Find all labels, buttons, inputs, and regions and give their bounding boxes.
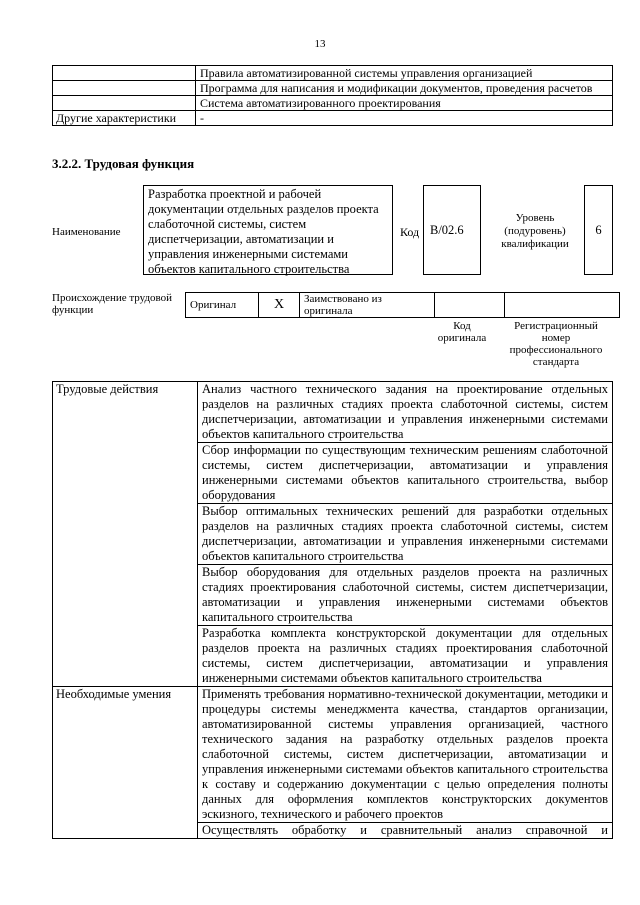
labor-action-item: Разработка комплекта конструкторской документации для отдельных разделов проекта на различных стадиях проектирования слаботочной системы, систем диспетчеризации, автоматизации и управления инженерными системами объектов капитального строительства bbox=[198, 626, 613, 687]
labor-function-table bbox=[52, 381, 613, 839]
code-label: Код bbox=[400, 225, 420, 239]
qualification-level-value: 6 bbox=[584, 185, 613, 275]
row-label bbox=[53, 81, 196, 96]
page-number: 13 bbox=[314, 38, 326, 50]
original-label: Оригинал bbox=[186, 293, 259, 318]
table-row bbox=[53, 81, 613, 96]
section-title: 3.2.2. Трудовая функция bbox=[52, 156, 195, 171]
skills-label: Необходимые умения bbox=[53, 687, 198, 839]
table-row bbox=[53, 687, 613, 823]
labor-action-item: Анализ частного технического задания на проектирование отдельных разделов на различных стадиях проекта слаботочной системы, систем диспетчеризации, автоматизации и управления инженерными системами объектов капитального строительства bbox=[198, 382, 613, 443]
row-label bbox=[53, 66, 196, 81]
skill-item: Применять требования нормативно-технической документации, методики и процедуры системы менеджмента качества, стандартов организации, автоматизированной системы управления организацией, частного технического задания на разработку отдельных разделов проекта слаботочной системы, систем диспетчеризации, автоматизации и управления инженерными системами объектов капитального строительства к составу и содержанию документации с целью определения полноты данных для оформления комплектов конструкторских документов эскизного, технического и рабочего проектов bbox=[198, 687, 613, 823]
other-characteristics-value: - bbox=[196, 111, 613, 126]
original-code-caption: Код оригинала bbox=[437, 320, 487, 344]
labor-actions-label: Трудовые действия bbox=[53, 382, 198, 687]
table-row bbox=[53, 96, 613, 111]
original-code-cell bbox=[435, 293, 505, 318]
row-value: Система автоматизированного проектирования bbox=[196, 96, 613, 111]
row-label bbox=[53, 96, 196, 111]
row-value: Программа для написания и модификации документов, проведения расчетов bbox=[196, 81, 613, 96]
other-characteristics-label: Другие характеристики bbox=[53, 111, 196, 126]
labor-action-item: Сбор информации по существующим техническим решениям слаботочной системы, систем диспетчеризации, автоматизации и управления инженерными системами объектов капитального строительства, выбор оборудования bbox=[198, 443, 613, 504]
name-label: Наименование bbox=[52, 226, 121, 238]
row-value: Правила автоматизированной системы управления организацией bbox=[196, 66, 613, 81]
registration-number-caption: Регистрационный номер профессионального стандарта bbox=[509, 320, 603, 368]
table-row bbox=[53, 111, 613, 126]
labor-action-item: Выбор оборудования для отдельных разделов проекта на различных стадиях проектирования слаботочной системы, систем диспетчеризации, автоматизации и управления инженерными системами объектов капитального строительства bbox=[198, 565, 613, 626]
borrowed-label: Заимствовано из оригинала bbox=[300, 293, 435, 318]
registration-number-cell bbox=[505, 293, 620, 318]
table-row bbox=[53, 66, 613, 81]
function-name-value: Разработка проектной и рабочей документации отдельных разделов проекта слаботочной системы, систем диспетчеризации, автоматизации и управления инженерными системами объектов капитального строительства bbox=[143, 185, 393, 275]
skill-item: Осуществлять обработку и сравнительный анализ справочной и bbox=[198, 823, 613, 839]
origin-label: Происхождение трудовой функции bbox=[52, 292, 173, 316]
qualification-level-label: Уровень (подуровень) квалификации bbox=[501, 212, 569, 250]
labor-action-item: Выбор оптимальных технических решений для разработки отдельных разделов на различных стадиях проекта слаботочной системы, систем диспетчеризации, автоматизации и управления инженерными системами объектов капитального строительства bbox=[198, 504, 613, 565]
original-mark: X bbox=[259, 293, 300, 318]
table-row bbox=[53, 382, 613, 443]
code-value: B/02.6 bbox=[423, 185, 481, 275]
top-characteristics-table bbox=[52, 65, 613, 126]
origin-table bbox=[185, 292, 620, 318]
